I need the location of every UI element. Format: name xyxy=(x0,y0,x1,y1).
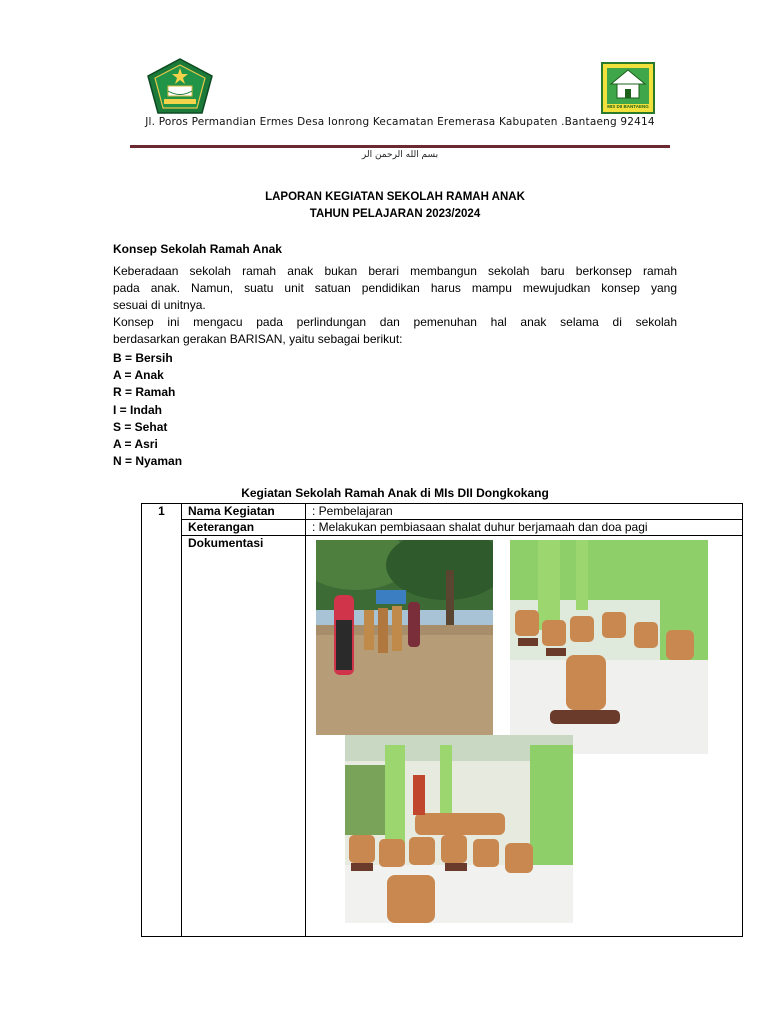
barisan-item: I = Indah xyxy=(113,402,163,417)
outdoor-line-photo xyxy=(316,540,493,735)
corridor-prayer-photo-1 xyxy=(510,540,708,754)
barisan-item: R = Ramah xyxy=(113,385,176,400)
paragraph-line: sesuai di unitnya. xyxy=(113,298,206,312)
paragraph-line: Konsep ini mengacu pada perlindungan dan pemenuhan hal anak selama di sekolah xyxy=(113,315,677,329)
activity-table-title: Kegiatan Sekolah Ramah Anak di MIs DII Dongkokang xyxy=(241,486,549,500)
barisan-list xyxy=(113,350,182,470)
paragraph-line: Keberadaan sekolah ramah anak bukan berari membangun sekolah baru berkonsep ramah xyxy=(113,264,677,278)
activity-number: 1 xyxy=(142,504,182,937)
row-label: Nama Kegiatan xyxy=(182,504,306,520)
barisan-item: A = Anak xyxy=(113,368,164,383)
barisan-item: N = Nyaman xyxy=(113,454,183,469)
paragraph-intro xyxy=(113,263,677,348)
school-logo-text: MIS DII BANTAENG xyxy=(607,104,649,109)
report-year: TAHUN PELAJARAN 2023/2024 xyxy=(309,208,481,220)
paragraph-line: berdasarkan gerakan BARISAN, yaitu sebagai berikut: xyxy=(113,332,403,346)
school-logo-icon xyxy=(601,62,655,114)
row-label: Keterangan xyxy=(182,520,306,536)
row-label: Dokumentasi xyxy=(182,536,306,937)
report-title: LAPORAN KEGIATAN SEKOLAH RAMAH ANAK xyxy=(265,191,525,203)
corridor-prayer-photo-2 xyxy=(345,735,573,923)
barisan-item: S = Sehat xyxy=(113,419,168,434)
row-value: : Pembelajaran xyxy=(306,504,743,520)
basmala-text: بسم الله الرحمن الر xyxy=(361,150,439,160)
barisan-item: B = Bersih xyxy=(113,351,173,365)
header-divider xyxy=(130,145,670,148)
section-heading: Konsep Sekolah Ramah Anak xyxy=(113,242,282,256)
paragraph-line: pada anak. Namun, suatu unit satuan pendidikan harus mampu mewujudkan konsep yang xyxy=(113,281,677,295)
row-value: : Melakukan pembiasaan shalat duhur berjamaah dan doa pagi xyxy=(306,520,743,536)
barisan-item: A = Asri xyxy=(113,437,158,452)
table-row xyxy=(142,520,743,536)
table-row xyxy=(142,504,743,520)
school-address: Jl. Poros Permandian Ermes Desa Ionrong Kecamatan Eremerasa Kabupaten .Bantaeng 92414 xyxy=(145,116,655,128)
kemenag-logo-icon xyxy=(146,58,214,114)
